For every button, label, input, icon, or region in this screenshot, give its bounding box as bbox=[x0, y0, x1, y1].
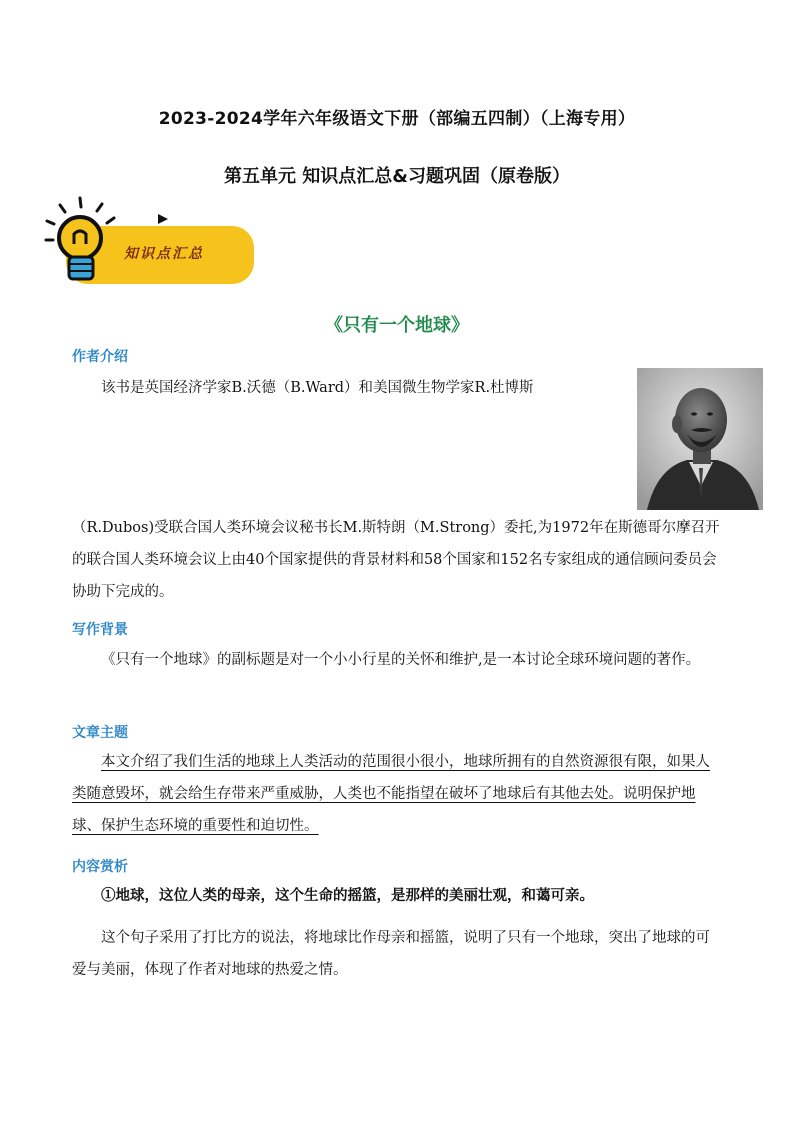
section-heading-appreciation: 内容赏析 bbox=[72, 859, 128, 875]
banner-label: 知识点汇总 bbox=[124, 246, 204, 262]
author-intro-line1: 该书是英国经济学家B.沃德（B.Ward）和美国微生物学家R.杜博斯 bbox=[101, 380, 534, 396]
article-title: 《只有一个地球》 bbox=[325, 315, 469, 336]
author-intro-line2: （R.Dubos)受联合国人类环境会议秘书长M.斯特朗（M.Strong）委托,为1972年在斯德哥尔摩召开的联合国人类环境会议上由40个国家提供的背景材料和58个国家和152名专家组成的通信顾问委员会协助下完成的。 bbox=[72, 520, 720, 600]
author-portrait bbox=[637, 368, 763, 510]
theme-text: 本文介绍了我们生活的地球上人类活动的范围很小很小，地球所拥有的自然资源很有限，如果人类随意毁坏，就会给生存带来严重威胁，人类也不能指望在破坏了地球后有其他去处。说明保护地球、保护生态环境的重要性和迫切性。 bbox=[72, 754, 710, 834]
document-title: 2023-2024学年六年级语文下册（部编五四制）（上海专用） bbox=[158, 109, 636, 129]
section-heading-theme: 文章主题 bbox=[72, 725, 128, 741]
appreciation-analysis: 这个句子采用了打比方的说法，将地球比作母亲和摇篮，说明了只有一个地球，突出了地球的可爱与美丽，体现了作者对地球的热爱之情。 bbox=[72, 930, 710, 978]
document-subtitle: 第五单元 知识点汇总&习题巩固（原卷版） bbox=[224, 166, 570, 187]
section-heading-background: 写作背景 bbox=[72, 622, 128, 638]
section-heading-author: 作者介绍 bbox=[72, 349, 128, 365]
lightbulb-icon bbox=[40, 196, 130, 292]
background-text: 《只有一个地球》的副标题是对一个小小行星的关怀和维护,是一本讨论全球环境问题的著作。 bbox=[101, 652, 701, 668]
knowledge-summary-banner bbox=[40, 196, 262, 292]
appreciation-quote: ①地球，这位人类的母亲，这个生命的摇篮，是那样的美丽壮观，和蔼可亲。 bbox=[101, 887, 594, 904]
